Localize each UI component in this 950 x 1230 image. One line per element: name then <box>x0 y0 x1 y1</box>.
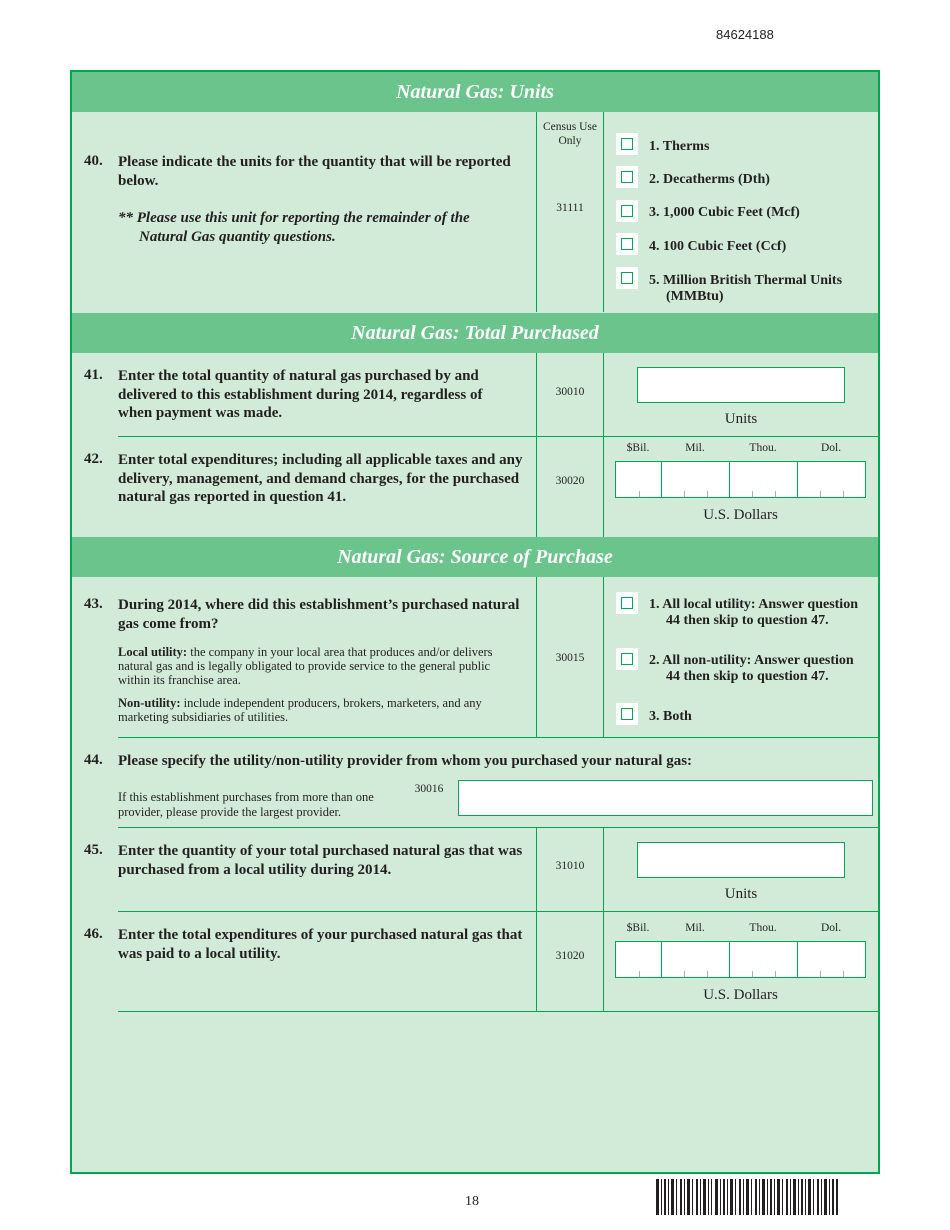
row-divider <box>118 737 878 738</box>
tick <box>775 971 776 977</box>
q46-dollars-label: U.S. Dollars <box>703 987 778 1003</box>
q42-text: Enter total expenditures; including all applicable taxes and any delivery, management, and demand charges, for the purchased natural gas reported in question 41. <box>118 452 523 505</box>
barcode <box>656 1179 838 1215</box>
q43-non-utility-definition <box>118 696 518 724</box>
q41-code: 30010 <box>555 386 585 398</box>
tick <box>707 491 708 497</box>
section-header-source: Natural Gas: Source of Purchase <box>72 537 878 577</box>
segment <box>662 462 730 497</box>
q40-option-mcf: 3. 1,000 Cubic Feet (Mcf) <box>649 205 800 220</box>
q45-units-label: Units <box>724 886 758 902</box>
q42-number: 42. <box>84 451 103 467</box>
column-divider <box>603 112 604 312</box>
q41-quantity-input[interactable] <box>637 367 845 403</box>
q40-checkbox-mcf[interactable] <box>616 200 638 222</box>
q46-dollars-input[interactable] <box>615 941 866 978</box>
segment <box>662 942 730 977</box>
q46-col-thou: Thou. <box>749 922 777 934</box>
q43-option-both: 3. Both <box>649 709 692 724</box>
q40-option-therms: 1. Therms <box>649 139 710 154</box>
q44-code: 30016 <box>414 783 444 795</box>
page-number: 18 <box>465 1194 479 1209</box>
q40-checkbox-dth[interactable] <box>616 166 638 188</box>
local-utility-term: Local utility: <box>118 645 188 659</box>
q44-number: 44. <box>84 752 103 768</box>
tick <box>684 491 685 497</box>
q42-dollars-input[interactable] <box>615 461 866 498</box>
q46-col-dol: Dol. <box>820 922 842 934</box>
q42-col-bil: $Bil. <box>626 442 650 454</box>
q41-units-label: Units <box>724 411 758 427</box>
column-divider <box>536 353 537 537</box>
q41-text: Enter the total quantity of natural gas purchased by and delivered to this establishment during 2014, regardless of when payment was made. <box>118 368 483 421</box>
row-divider <box>118 911 878 912</box>
tick <box>639 971 640 977</box>
q40-note <box>118 209 518 247</box>
non-utility-term: Non-utility: <box>118 696 181 710</box>
tick <box>639 491 640 497</box>
tick <box>752 971 753 977</box>
q40-checkbox-mmbtu[interactable] <box>616 267 638 289</box>
document-id: 84624188 <box>716 27 774 42</box>
q43-checkbox-both[interactable] <box>616 703 638 725</box>
column-divider <box>603 353 604 537</box>
q43-number: 43. <box>84 596 103 612</box>
tick <box>820 971 821 977</box>
q42-col-mil: Mil. <box>685 442 705 454</box>
column-divider <box>536 827 537 1011</box>
section-header-units: Natural Gas: Units <box>72 72 878 112</box>
q42-col-thou: Thou. <box>749 442 777 454</box>
q43-code: 30015 <box>555 652 585 664</box>
q40-text: Please indicate the units for the quantity that will be reported below. <box>118 154 511 189</box>
q40-checkbox-ccf[interactable] <box>616 233 638 255</box>
q40-option-dth: 2. Decatherms (Dth) <box>649 172 770 187</box>
q42-code: 30020 <box>555 475 585 487</box>
q40-number: 40. <box>84 153 103 169</box>
segment <box>730 462 798 497</box>
q46-col-bil: $Bil. <box>626 922 650 934</box>
row-divider <box>118 1011 878 1012</box>
q46-col-mil: Mil. <box>685 922 705 934</box>
q46-code: 31020 <box>555 950 585 962</box>
q43-option-non-utility: 2. All non-utility: Answer question 44 then skip to question 47. <box>649 653 854 684</box>
q40-checkbox-therms[interactable] <box>616 133 638 155</box>
q43-local-utility-definition <box>118 645 518 687</box>
q41-number: 41. <box>84 367 103 383</box>
row-divider <box>118 827 878 828</box>
tick <box>843 491 844 497</box>
tick <box>684 971 685 977</box>
q44-help-text: If this establishment purchases from more than one provider, please provide the largest provider. <box>118 790 374 819</box>
q45-text: Enter the quantity of your total purchased natural gas that was purchased from a local utility during 2014. <box>118 843 523 878</box>
tick <box>775 491 776 497</box>
section-header-total-purchased: Natural Gas: Total Purchased <box>72 313 878 353</box>
row-divider <box>118 436 878 437</box>
q40-note-text: ** Please use this unit for reporting the remainder of the Natural Gas quantity questions. <box>118 210 470 245</box>
q43-option-local: 1. All local utility: Answer question 44 then skip to question 47. <box>649 597 858 628</box>
tick <box>752 491 753 497</box>
column-divider <box>603 827 604 1011</box>
q44-provider-input[interactable] <box>458 780 873 816</box>
q46-text: Enter the total expenditures of your purchased natural gas that was paid to a local utility. <box>118 927 523 962</box>
q40-option-mmbtu: 5. Million British Thermal Units (MMBtu) <box>649 273 843 304</box>
column-divider <box>603 577 604 738</box>
q40-option-ccf: 4. 100 Cubic Feet (Ccf) <box>649 239 787 254</box>
q43-text: During 2014, where did this establishment’s purchased natural gas come from? <box>118 597 520 632</box>
non-utility-text: include independent producers, brokers, marketers, and any marketing subsidiaries of utilities. <box>118 696 482 724</box>
local-utility-text: the company in your local area that produces and/or delivers natural gas and is legally obligated to provide service to the general public within its franchise area. <box>118 645 493 687</box>
q44-text: Please specify the utility/non-utility provider from whom you purchased your natural gas: <box>118 753 693 769</box>
census-use-only-label: Census Use Only <box>543 121 597 147</box>
tick <box>707 971 708 977</box>
q45-number: 45. <box>84 842 103 858</box>
q40-code: 31111 <box>556 202 584 214</box>
q45-quantity-input[interactable] <box>637 842 845 878</box>
segment <box>730 942 798 977</box>
tick <box>820 491 821 497</box>
tick <box>843 971 844 977</box>
q43-checkbox-non-utility[interactable] <box>616 648 638 670</box>
q45-code: 31010 <box>555 860 585 872</box>
q42-col-dol: Dol. <box>820 442 842 454</box>
q42-dollars-label: U.S. Dollars <box>703 507 778 523</box>
q43-checkbox-local[interactable] <box>616 592 638 614</box>
q46-number: 46. <box>84 926 103 942</box>
